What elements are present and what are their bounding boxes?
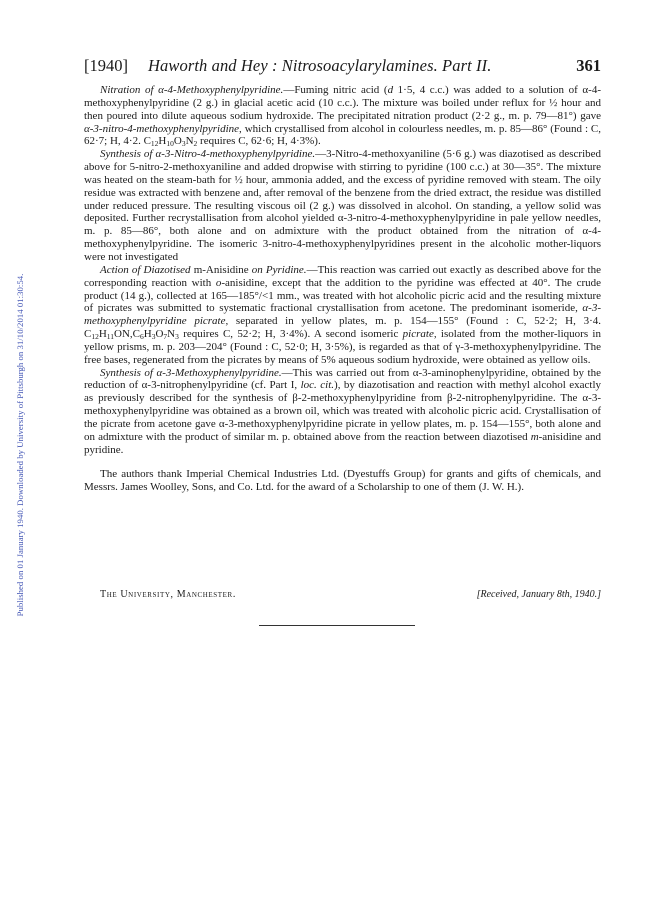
publication-notice: Published on 01 January 1940. Downloaded by University of Pittsburgh on 31/10/2014 01:30:54. <box>15 273 25 617</box>
paragraph-action-anisidine: Action of Diazotised m-Anisidine on Pyridine.—This reaction was carried out exactly as described above for the corresponding reaction with o-anisidine, except that the addition to the pyridine was effected at 40°. The crude product (14 g.), collected at 165—185°/<1 mm., was treated with hot alcoholic picric acid and the resulting mixture of picrates was submitted to systematic fractional crystallisation from acetone. The predominant isomeride, α-3-methoxyphenylpyridine picrate, separated in yellow plates, m. p. 154—155° (Found : C, 52·2; H, 3·4. $C_{12}H_{11}ON,C_6H_3O_7N_3$ requires C, 52·2; H, 3·4%). A second isomeric picrate, isolated from the mother-liquors in yellow prisms, m. p. 203—204° (Found : C, 52·0; H, 3·5%), is regarded as that of γ-3-methoxyphenylpyridine. The free bases, regenerated from the picrates by means of 5% aqueous sodium hydroxide, were obtained as yellow oils. <box>84 263 601 366</box>
section-title: Action of Diazotised <box>100 263 194 276</box>
paragraph-nitration: Nitration of α-4-Methoxyphenylpyridine.—Fuming nitric acid (d 1·5, 4 c.c.) was added to a solution of α-4-methoxyphenylpyridine (2 g.) in glacial acetic acid (10 c.c.). The mixture was boiled under reflux for ½ hour and then poured into dilute aqueous sodium hydroxide. The precipitated nitration product (2·2 g., m. p. 79—81°) gave α-3-nitro-4-methoxyphenylpyridine, which crystallised from alcohol in colourless needles, m. p. 85—86° (Found : C, 62·7; H, 4·2. $C_{12}H_{10}O_3N_2$ requires C, 62·6; H, 4·3%). <box>84 84 601 149</box>
page-header <box>84 56 601 82</box>
article-body <box>84 84 601 494</box>
product-name: picrate, <box>402 328 437 341</box>
article-footer <box>100 589 601 600</box>
product-name: α-3-nitro-4-methoxyphenylpyridine, <box>84 122 242 135</box>
end-rule <box>259 625 415 626</box>
section-title: Synthesis of α-3-Nitro-4-methoxyphenylpyridine. <box>100 148 316 161</box>
running-title: Haworth and Hey : Nitrosoacylarylamines. Part II. <box>148 56 492 75</box>
header-year: [1940] <box>84 56 128 75</box>
section-title: Nitration of α-4-Methoxyphenylpyridine. <box>100 84 284 96</box>
section-title: Synthesis of α-3-Methoxyphenylpyridine. <box>100 366 282 379</box>
product-name: α-3-methoxyphenylpyridine picrate, <box>84 302 601 328</box>
publication-sidebar <box>0 0 24 912</box>
acknowledgement: The authors thank Imperial Chemical Industries Ltd. (Dyestuffs Group) for grants and gifts of chemicals, and Messrs. James Woolley, Sons, and Co. Ltd. for the award of a Scholarship to one of them (J. W. H.). <box>84 468 601 494</box>
paragraph-synthesis-methoxy: Synthesis of α-3-Methoxyphenylpyridine.—This was carried out from α-3-aminophenylpyridine, obtained by the reduction of α-3-nitrophenylpyridine (cf. Part I, loc. cit.), by diazotisation and reaction with methyl alcohol exactly as previously described for the synthesis of β-2-methoxyphenylpyridine from β-2-nitrophenylpyridine. The α-3-methoxyphenylpyridine was obtained as a brown oil, which was treated with alcoholic picric acid. Crystallisation of the picrate from acetone gave α-3-methoxyphenylpyridine picrate in yellow plates, m. p. 154—155°, both alone and on admixture with the product of similar m. p. obtained above from the reaction between diazotised m-anisidine and pyridine. <box>84 366 602 456</box>
page-number: 361 <box>576 56 601 75</box>
citation: loc. cit. <box>300 379 335 392</box>
affiliation: The University, Manchester. <box>100 589 236 600</box>
received-date: [Received, January 8th, 1940.] <box>476 589 601 600</box>
paragraph-synthesis-nitro: Synthesis of α-3-Nitro-4-methoxyphenylpyridine.—3-Nitro-4-methoxyaniline (5·6 g.) was diazotised as described above for 5-nitro-2-methoxyaniline and added dropwise with stirring to pyridine (100 c.c.) at 30—35°. The mixture was heated on the steam-bath for ½ hour, ammonia added, and the excess of pyridine removed with steam. The oily residue was extracted with benzene and, after removal of the benzene from the dried extract, the residue was distilled under reduced pressure. The resulting viscous oil (2 g.) was dissolved in alcohol. On standing, a yellow solid was deposited. Further recrystallisation from alcohol yielded α-3-nitro-4-methoxyphenylpyridine in pale yellow needles, m. p. 85—86°, both alone and on admixture with the product obtained from the nitration of α-4-methoxyphenylpyridine. The isomeric 3-nitro-4-methoxyphenylpyridines present in the alcoholic mother-liquors were not investigated <box>84 148 602 263</box>
